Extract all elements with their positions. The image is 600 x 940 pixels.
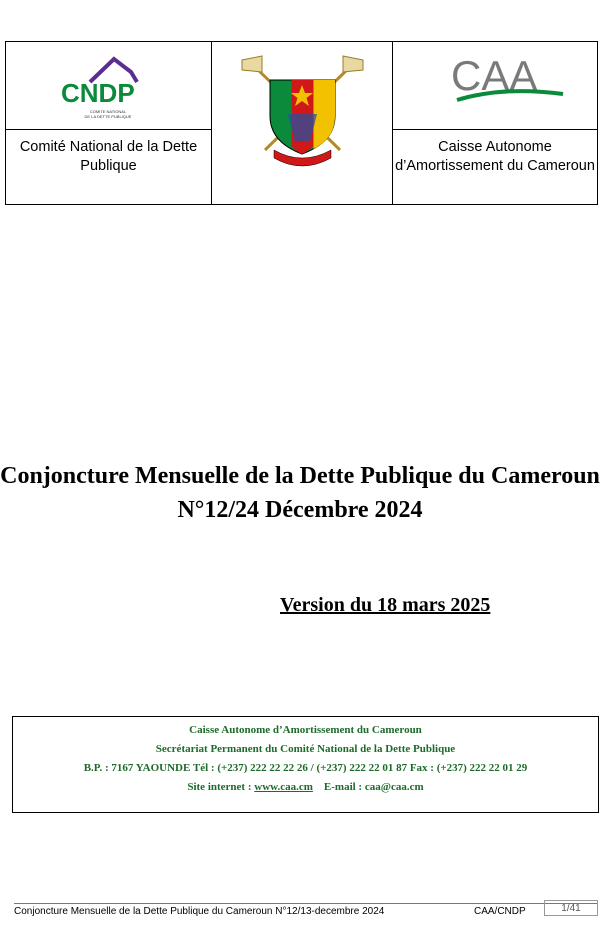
site-link[interactable]: www.caa.cm bbox=[254, 781, 313, 793]
cndp-logo-subtext-1: COMITE NATIONAL bbox=[89, 109, 127, 114]
cameroon-coat-of-arms-icon bbox=[212, 42, 393, 204]
contact-box bbox=[12, 716, 599, 813]
contact-secretariat: Secrétariat Permanent du Comité National de la Dette Publique bbox=[155, 743, 456, 755]
contact-phone-fax: B.P. : 7167 YAOUNDE Tél : (+237) 222 22 22 26 / (+237) 222 22 01 87 Fax : (+237) 222 22 01 29 bbox=[83, 762, 528, 774]
email-label: E-mail : bbox=[323, 781, 363, 793]
caa-logo bbox=[393, 42, 597, 129]
caa-logo-area bbox=[393, 42, 597, 130]
emblem-area bbox=[212, 42, 392, 204]
caa-name: Caisse Autonome d’Amortissement du Cameroun bbox=[395, 139, 595, 174]
cndp-name: Comité National de la Dette Publique bbox=[19, 139, 198, 174]
cndp-logo-area bbox=[6, 42, 211, 130]
footer-doc-title: Conjoncture Mensuelle de la Dette Publique du Cameroun N°12/13-decembre 2024 bbox=[14, 906, 385, 917]
cndp-logo bbox=[6, 42, 212, 129]
header-cell-emblem bbox=[212, 42, 393, 204]
contact-web-email bbox=[13, 778, 598, 797]
header-table bbox=[5, 41, 598, 205]
header-cell-caa bbox=[393, 42, 597, 204]
footer-org: CAA/CNDP bbox=[474, 906, 526, 917]
contact-org: Caisse Autonome d’Amortissement du Cameroun bbox=[189, 724, 422, 736]
email-value[interactable]: caa@caa.cm bbox=[364, 781, 424, 793]
site-label: Site internet : bbox=[187, 781, 252, 793]
version-line: Version du 18 mars 2025 bbox=[280, 594, 491, 616]
cndp-logo-text: CNDP bbox=[61, 78, 135, 108]
header-cell-cndp bbox=[6, 42, 212, 204]
page-number: 1/41 bbox=[544, 900, 598, 916]
document-title: Conjoncture Mensuelle de la Dette Publique du Cameroun N°12/24 Décembre 2024 bbox=[0, 463, 600, 523]
caa-logo-text: CAA bbox=[451, 52, 538, 99]
page-footer bbox=[14, 903, 598, 922]
cndp-logo-subtext-2: DE LA DETTE PUBLIQUE bbox=[84, 114, 132, 119]
